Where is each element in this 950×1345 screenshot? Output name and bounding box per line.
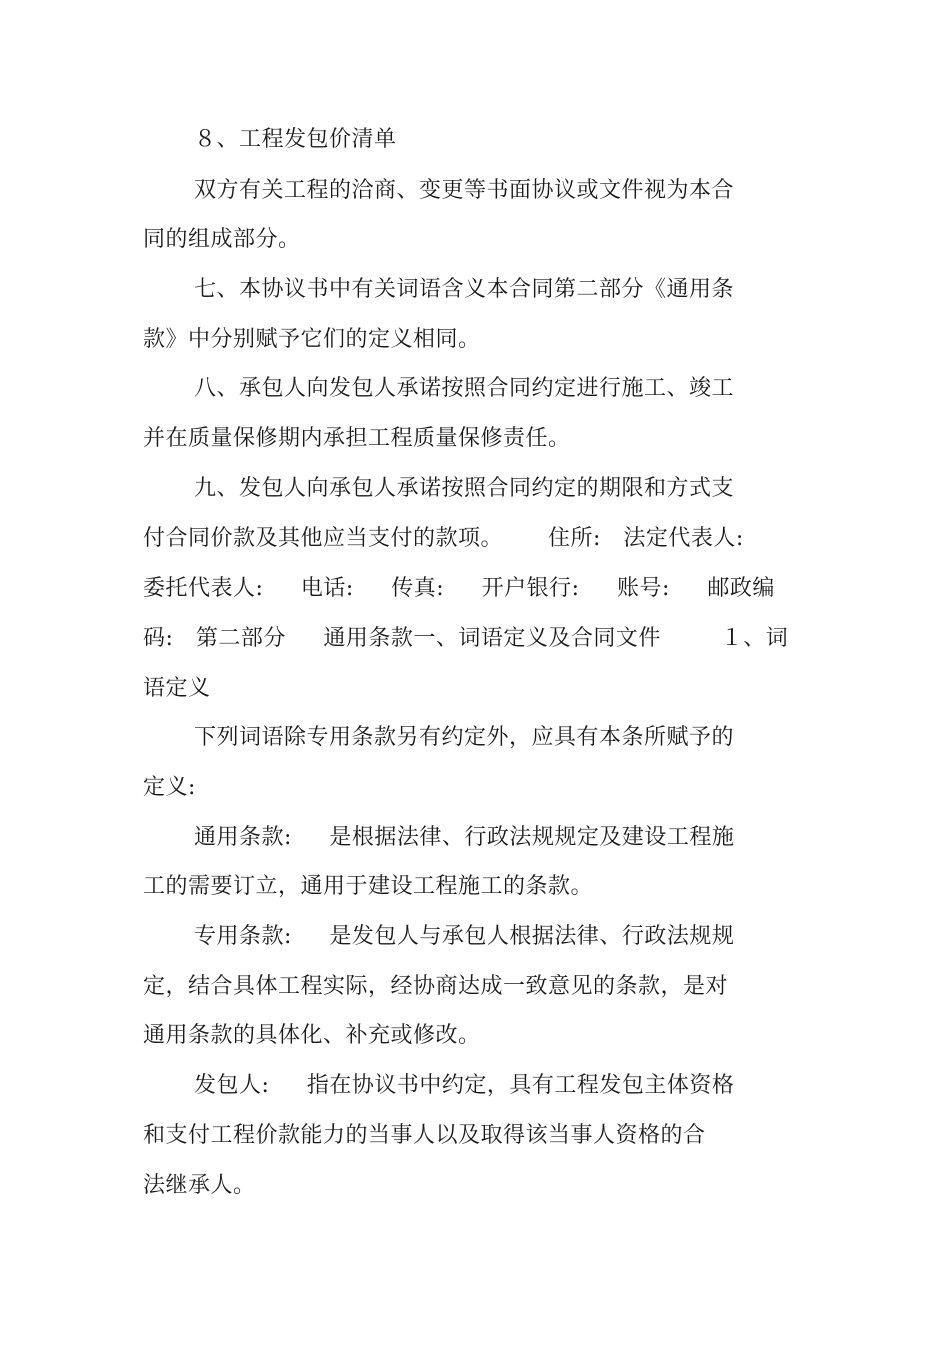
text-line-definitions-intro-cont: 定义: bbox=[143, 775, 196, 800]
text-line-clause-8-cont: 并在质量保修期内承担工程质量保修责任。 bbox=[143, 426, 571, 451]
text-line-special-terms: 专用条款: 是发包人与承包人根据法律、行政法规规 bbox=[194, 924, 735, 949]
text-line-definitions-intro: 下列词语除专用条款另有约定外，应具有本条所赋予的 bbox=[194, 725, 735, 750]
text-line-item-8: ８、工程发包价清单 bbox=[194, 127, 397, 152]
text-line-special-terms-cont: 定，结合具体工程实际，经协商达成一致意见的条款，是对 bbox=[143, 974, 729, 999]
text-line-general-terms: 通用条款: 是根据法律、行政法规规定及建设工程施 bbox=[194, 825, 735, 850]
text-line-clause-8: 八、承包人向发包人承诺按照合同约定进行施工、竣工 bbox=[194, 376, 735, 401]
text-line-clause-7: 七、本协议书中有关词语含义本合同第二部分《通用条 bbox=[194, 277, 735, 302]
text-line-employer: 发包人: 指在协议书中约定，具有工程发包主体资格 bbox=[194, 1073, 735, 1098]
text-line-clause-7-cont: 款》中分别赋予它们的定义相同。 bbox=[143, 327, 481, 352]
text-line-employer-cont: 和支付工程价款能力的当事人以及取得该当事人资格的合 bbox=[143, 1123, 706, 1148]
text-line-employer-end: 法继承人。 bbox=[143, 1173, 256, 1198]
text-line-contact-fields: 委托代表人: 电话: 传真: 开户银行: 账号: 邮政编 bbox=[143, 576, 775, 601]
text-line-clause-9-cont: 付合同价款及其他应当支付的款项。 住所: 法定代表人: bbox=[143, 526, 744, 551]
text-line-definitions-heading: 语定义 bbox=[143, 676, 211, 701]
text-line-general-terms-cont: 工的需要订立，通用于建设工程施工的条款。 bbox=[143, 874, 594, 899]
text-line-negotiation-cont: 同的组成部分。 bbox=[143, 227, 301, 252]
text-line-clause-9: 九、发包人向承包人承诺按照合同约定的期限和方式支 bbox=[194, 476, 735, 501]
text-line-special-terms-end: 通用条款的具体化、补充或修改。 bbox=[143, 1023, 481, 1048]
text-line-part-two-heading: 码: 第二部分 通用条款一、词语定义及合同文件 １、词 bbox=[143, 626, 789, 651]
text-line-negotiation-docs: 双方有关工程的洽商、变更等书面协议或文件视为本合 bbox=[194, 178, 735, 203]
